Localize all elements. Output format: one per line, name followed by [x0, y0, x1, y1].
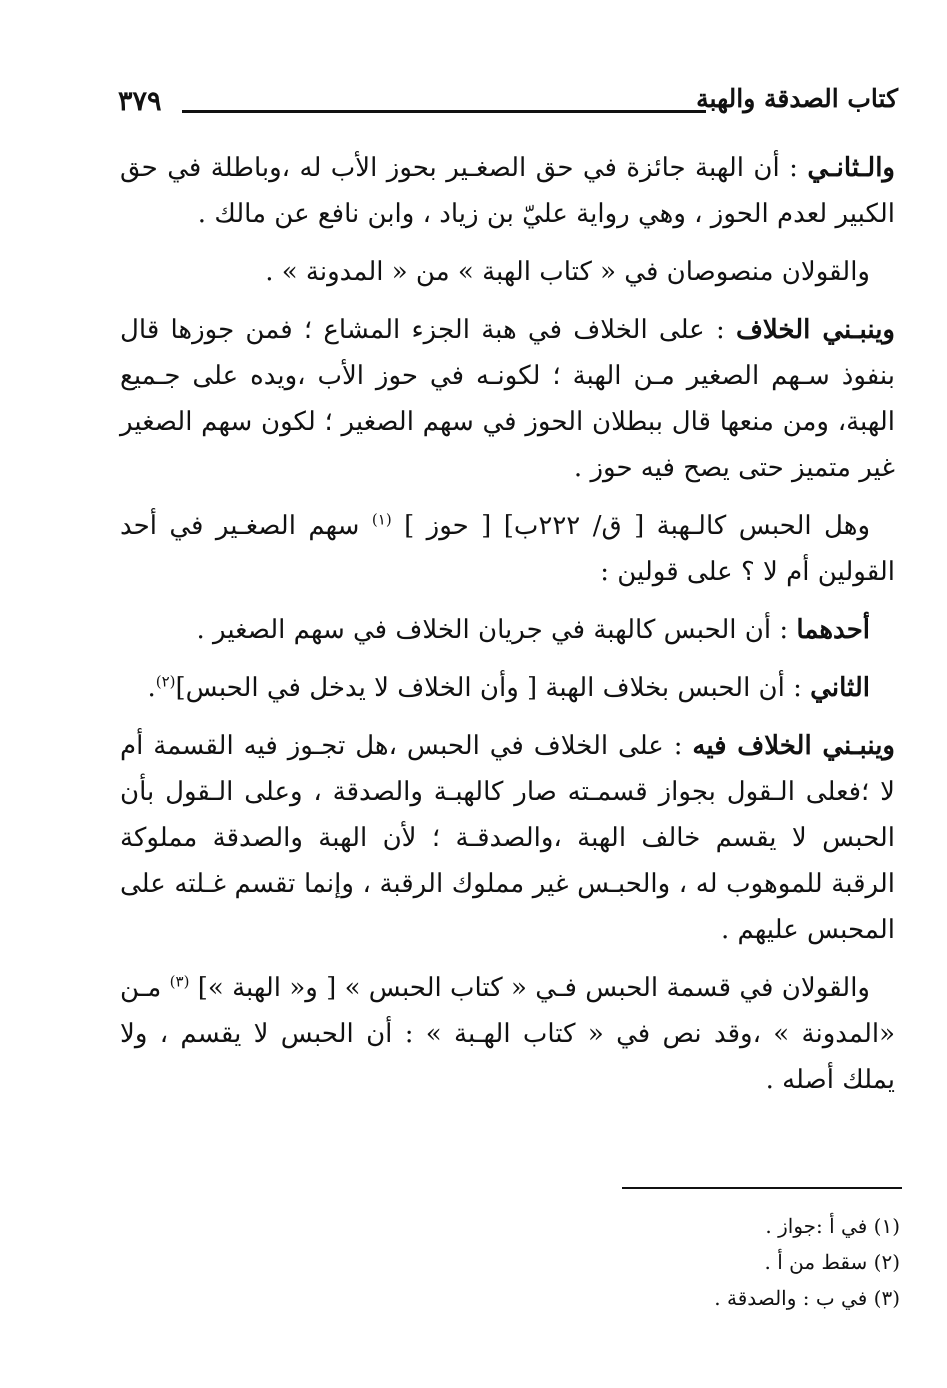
paragraph-text: والقولان منصوصان في « كتاب الهبة » من « المدونة » .: [265, 257, 870, 287]
paragraph-text: : على الخلاف في الحبس ،هل تجـوز فيه القسمة أم لا ؛فعلى الـقول بجواز قسمـته صار كالهبـة والصدقة ، وعلى الـقول بأن الحبس لا يقسم خالف الهبة ،والصدقـة ؛ لأن الهبة والصدقة مملوكة الرقبة للموهوب له ، والحبـس غير مملوك الرقبة ، وإنما تقسم غـلته على المحبس عليهم .: [120, 731, 895, 945]
paragraph-text: مـن «المدونة » ،وقد نص في « كتاب الهـبة » : أن الحبس لا يقسم ، ولا يملك أصله .: [120, 973, 895, 1095]
paragraph-lead: والـثانـي: [807, 153, 895, 183]
paragraph-habs-question: [120, 503, 895, 595]
paragraph-mudawwana-sources: [120, 965, 895, 1103]
paragraph-lead: وينبـني الخلاف فيه: [692, 731, 895, 761]
paragraph-text: سهم الصغـير في أحد القولين أم لا ؟ على قولين :: [120, 511, 895, 587]
paragraph-text: وهل الحبس كالـهبة [ ق/ ٢٢٢ب] [ حوز ]: [391, 511, 871, 541]
paragraph-text: : على الخلاف في هبة الجزء المشاع ؛ فمن جوزها قال بنفوذ سـهم الصغير مـن الهبة ؛ لكونـه في حوز الأب ،ويده على جـميع الهبة، ومن منعها قال ببطلان الحوز في سهم الصغير ؛ لكون سهم الصغير غير متميز حتى يصح فيه حوز .: [120, 315, 895, 483]
footnotes: [480, 1208, 900, 1316]
paragraph-first-view: [120, 607, 895, 653]
paragraph-habs-division: [120, 723, 895, 953]
paragraph-text: : أن الهبة جائزة في حق الصغـير بحوز الأب له ،وباطلة في حق الكبير لعدم الحوز ، وهي رواية عليّ بن زياد ، وابن نافع عن مالك .: [120, 153, 895, 229]
footnote-3: (٣) في ب : والصدقة .: [714, 1286, 900, 1310]
paragraph-basis-of-dispute: [120, 307, 895, 491]
paragraph-text: .: [147, 673, 156, 703]
paragraph-second-opinion: [120, 145, 895, 237]
paragraph-lead: أحدهما: [796, 615, 870, 645]
main-text: [120, 145, 895, 1115]
footnote-ref-1[interactable]: (١): [371, 510, 392, 529]
paragraph-text: : أن الحبس بخلاف الهبة [ وأن الخلاف لا يدخل في الحبس]: [175, 673, 811, 703]
footnote-ref-2[interactable]: (٢): [155, 672, 176, 691]
footnote-2: (٢) سقط من أ .: [764, 1250, 900, 1274]
paragraph-lead: وينبـني الخلاف: [735, 315, 895, 345]
paragraph-two-opinions: [120, 249, 895, 295]
footnote-1: (١) في أ :جواز .: [765, 1214, 900, 1238]
paragraph-text: والقولان في قسمة الحبس فـي « كتاب الحبس » [ و« الهبة »]: [189, 973, 870, 1003]
footnote-separator: [622, 1187, 902, 1189]
footnote-ref-3[interactable]: (٣): [169, 972, 190, 991]
header-rule: [182, 110, 706, 113]
running-title: كتاب الصدقة والهبة: [696, 84, 898, 113]
page-header: [118, 84, 898, 128]
paragraph-text: : أن الحبس كالهبة في جريان الخلاف في سهم الصغير .: [196, 615, 797, 645]
page-number: ٣٧٩: [118, 86, 162, 117]
paragraph-lead: الثاني: [810, 673, 870, 703]
paragraph-second-view: [120, 665, 895, 711]
